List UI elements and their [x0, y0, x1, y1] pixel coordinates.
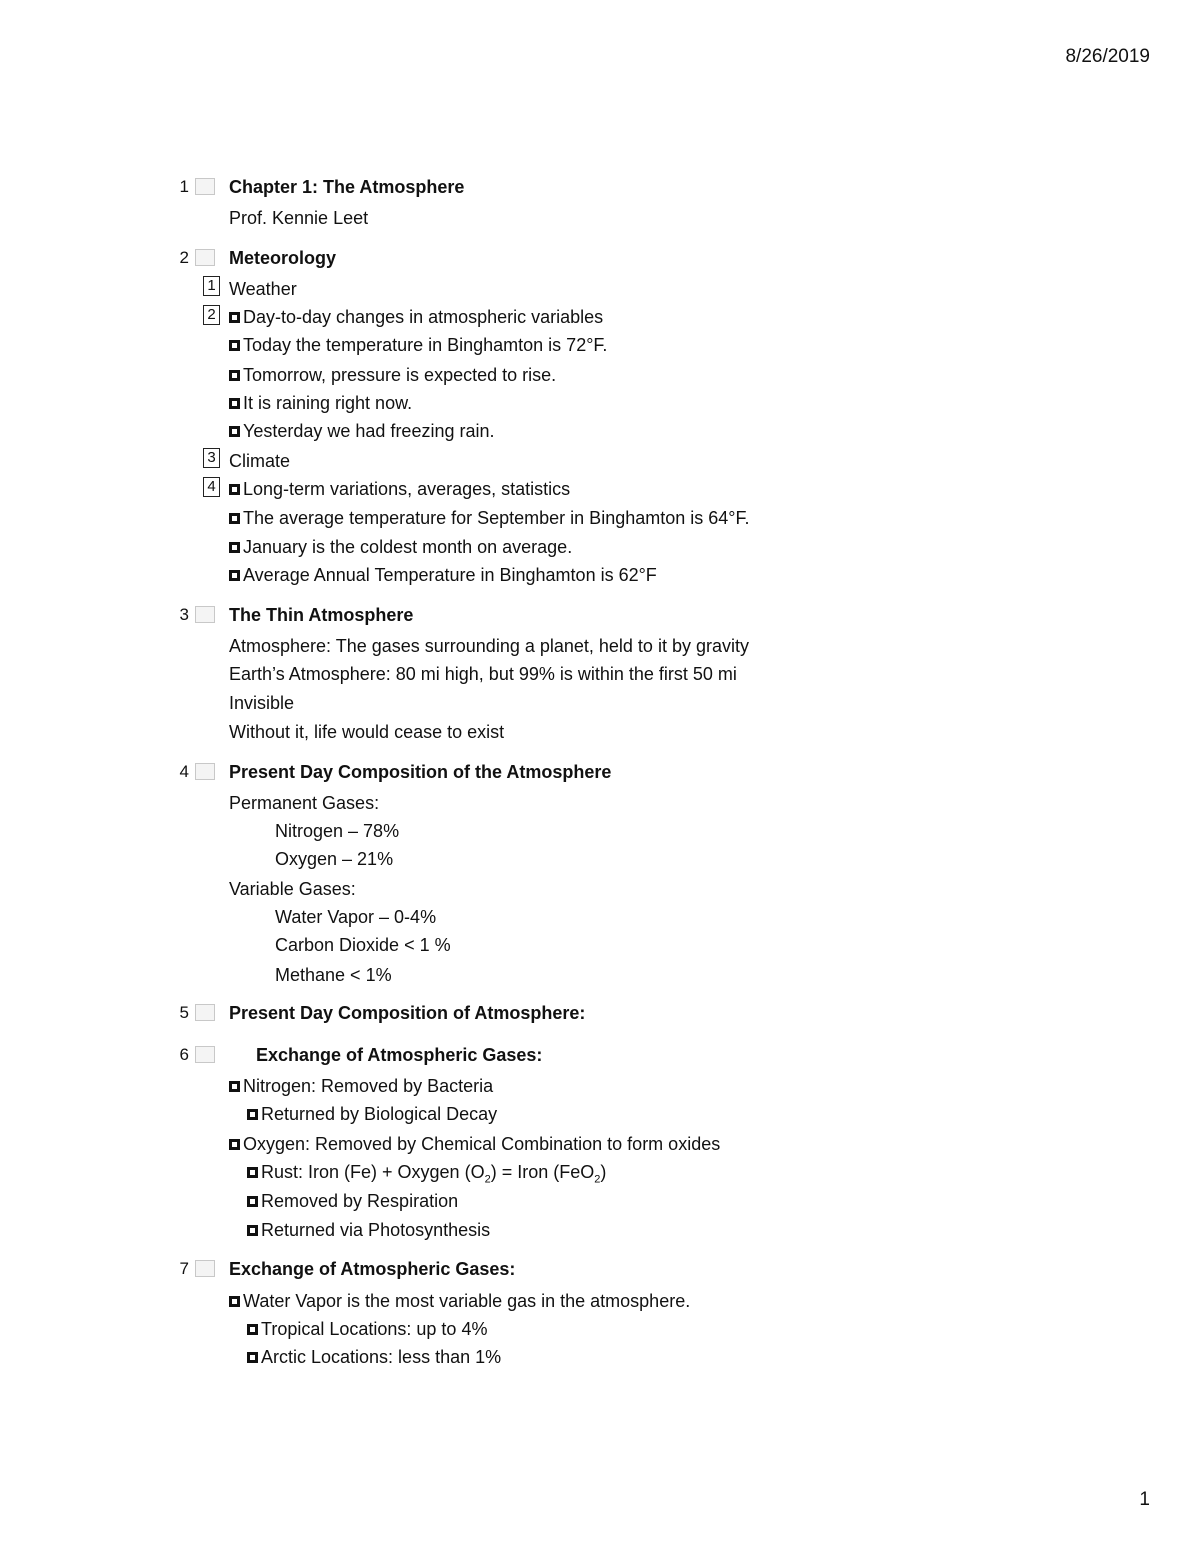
slide-number: 2	[179, 248, 189, 267]
outline-bullet-line	[247, 1346, 501, 1368]
slide-number: 6	[179, 1045, 189, 1064]
slide-thumbnail[interactable]	[195, 1046, 215, 1063]
slide-thumbnail[interactable]	[195, 1260, 215, 1277]
outline-line: Climate	[229, 451, 291, 471]
slide-title: Exchange of Atmospheric Gases:	[229, 1259, 516, 1279]
outline-line: Weather	[229, 279, 297, 299]
slide-thumbnail[interactable]	[195, 1004, 215, 1021]
bullet-text: )	[600, 1162, 607, 1182]
outline-bullet-line	[247, 1318, 487, 1340]
outline-bullet-line	[229, 334, 607, 356]
outline-bullet-line	[229, 392, 412, 414]
bullet-icon	[229, 484, 240, 495]
slide-number: 3	[179, 605, 189, 624]
slide-title: The Thin Atmosphere	[229, 605, 414, 625]
step-marker: 2	[203, 305, 220, 325]
bullet-icon	[247, 1352, 258, 1363]
slide-number: 5	[179, 1003, 189, 1022]
bullet-text: Yesterday we had freezing rain.	[243, 421, 495, 441]
outline-bullet-line	[229, 306, 603, 328]
outline-bullet-line	[229, 364, 556, 386]
slide-title: Present Day Composition of the Atmosphere	[229, 762, 612, 782]
outline-bullet-line	[229, 536, 572, 558]
bullet-text: Nitrogen: Removed by Bacteria	[243, 1076, 494, 1096]
subscript: 2	[484, 1173, 491, 1186]
slide-subtitle: Prof. Kennie Leet	[229, 208, 369, 228]
bullet-icon	[229, 542, 240, 553]
slide-title: Exchange of Atmospheric Gases:	[256, 1045, 543, 1065]
bullet-icon	[247, 1109, 258, 1120]
bullet-icon	[229, 570, 240, 581]
slide-title: Chapter 1: The Atmosphere	[229, 177, 465, 197]
step-marker: 3	[203, 448, 220, 468]
outline-bullet-line	[247, 1190, 458, 1212]
bullet-icon	[229, 312, 240, 323]
outline-line: Oxygen – 21%	[275, 849, 394, 869]
bullet-text: It is raining right now.	[243, 393, 413, 413]
slide-number: 1	[179, 177, 189, 196]
bullet-icon	[229, 1139, 240, 1150]
slide-title: Present Day Composition of Atmosphere:	[229, 1003, 586, 1023]
outline-bullet-line	[229, 564, 657, 586]
bullet-icon	[229, 513, 240, 524]
page-number: 1	[1139, 1489, 1150, 1510]
bullet-text: Water Vapor is the most variable gas in the atmosphere.	[243, 1291, 691, 1311]
slide-thumbnail[interactable]	[195, 606, 215, 623]
slide-title: Meteorology	[229, 248, 337, 268]
bullet-text: Long-term variations, averages, statistics	[243, 479, 571, 499]
bullet-text: The average temperature for September in Binghamton is 64°F.	[243, 508, 750, 528]
bullet-text: January is the coldest month on average.	[243, 537, 573, 557]
bullet-text: Removed by Respiration	[261, 1191, 459, 1211]
slide-thumbnail[interactable]	[195, 178, 215, 195]
outline-bullet-line	[229, 1290, 690, 1312]
slide-thumbnail[interactable]	[195, 763, 215, 780]
bullet-icon	[247, 1167, 258, 1178]
step-marker: 4	[203, 477, 220, 497]
page-date: 8/26/2019	[1065, 46, 1150, 67]
outline-line: Methane < 1%	[275, 965, 392, 985]
bullet-icon	[229, 340, 240, 351]
outline-line: Carbon Dioxide < 1 %	[275, 935, 451, 955]
bullet-text: Oxygen: Removed by Chemical Combination to form oxides	[243, 1134, 721, 1154]
bullet-icon	[229, 370, 240, 381]
outline-line: Earth’s Atmosphere: 80 mi high, but 99% is within the first 50 mi	[229, 664, 737, 684]
outline-line: Atmosphere: The gases surrounding a planet, held to it by gravity	[229, 636, 749, 656]
step-marker: 1	[203, 276, 220, 296]
bullet-text: Arctic Locations: less than 1%	[261, 1347, 502, 1367]
outline-bullet-line	[229, 1133, 720, 1155]
outline-line: Permanent Gases:	[229, 793, 380, 813]
bullet-text: Day-to-day changes in atmospheric variables	[243, 307, 604, 327]
outline-line: Nitrogen – 78%	[275, 821, 400, 841]
subscript: 2	[594, 1173, 601, 1186]
outline-line: Invisible	[229, 693, 295, 713]
outline-bullet-line	[247, 1103, 497, 1125]
bullet-icon	[229, 1081, 240, 1092]
outline-line: Water Vapor – 0-4%	[275, 907, 437, 927]
slide-number: 4	[179, 762, 189, 781]
outline-line: Without it, life would cease to exist	[229, 722, 505, 742]
outline-bullet-line	[247, 1161, 606, 1191]
outline-bullet-line	[229, 478, 570, 500]
bullet-icon	[247, 1196, 258, 1207]
bullet-text: Average Annual Temperature in Binghamton is 62°F	[243, 565, 657, 585]
slide-thumbnail[interactable]	[195, 249, 215, 266]
slide-number: 7	[179, 1259, 189, 1278]
bullet-icon	[229, 1296, 240, 1307]
bullet-text: Rust: Iron (Fe) + Oxygen (O	[261, 1162, 485, 1182]
bullet-icon	[229, 426, 240, 437]
bullet-text: Today the temperature in Binghamton is 72°F.	[243, 335, 608, 355]
bullet-text: Tropical Locations: up to 4%	[261, 1319, 488, 1339]
outline-line: Variable Gases:	[229, 879, 356, 899]
outline-bullet-line	[229, 420, 495, 442]
bullet-text: Returned via Photosynthesis	[261, 1220, 491, 1240]
bullet-icon	[229, 398, 240, 409]
bullet-text: Tomorrow, pressure is expected to rise.	[243, 365, 557, 385]
bullet-icon	[247, 1225, 258, 1236]
bullet-text: ) = Iron (FeO	[490, 1162, 595, 1182]
bullet-icon	[247, 1324, 258, 1335]
outline-bullet-line	[229, 507, 749, 529]
bullet-text: Returned by Biological Decay	[261, 1104, 498, 1124]
outline-bullet-line	[229, 1075, 493, 1097]
outline-bullet-line	[247, 1219, 490, 1241]
